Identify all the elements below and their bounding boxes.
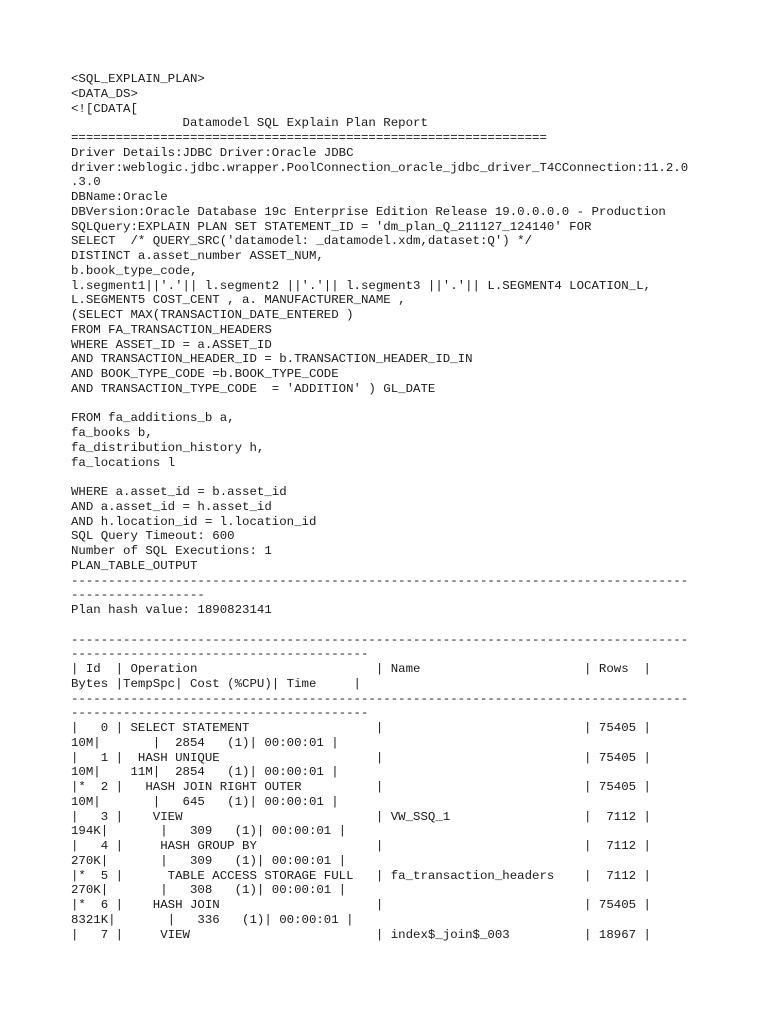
report-line: Plan hash value: 1890823141 (71, 603, 272, 617)
explain-plan-report (71, 72, 711, 942)
report-line: .3.0 (71, 175, 101, 190)
report-line: WHERE a.asset_id = b.asset_id (71, 485, 287, 499)
report-line: Datamodel SQL Explain Plan Report (71, 116, 428, 131)
report-line: L.SEGMENT5 COST_CENT , a. MANUFACTURER_NAME , (71, 293, 406, 308)
report-line: | 4 | HASH GROUP BY | | 7112 | (71, 839, 651, 853)
report-line: fa_books b, (71, 426, 153, 440)
report-line: Bytes |TempSpc| Cost (%CPU)| Time | (71, 676, 361, 691)
report-line: fa_distribution_history h, (71, 440, 265, 455)
report-line: ---------------------------------------- (71, 706, 369, 721)
report-line: ---------------------------------------- (71, 647, 369, 662)
report-line: SQLQuery:EXPLAIN PLAN SET STATEMENT_ID = 'dm_plan_Q_211127_124140' FOR (71, 219, 592, 234)
report-line: SELECT /* QUERY_SRC('datamodel: _datamodel.xdm,dataset:Q') */ (71, 234, 533, 249)
report-line: <![CDATA[ (71, 101, 138, 116)
report-line: ----------------------------------------------------------------------------------- (71, 632, 689, 647)
report-line: ------------------ (71, 588, 205, 603)
report-line: ----------------------------------------------------------------------------------- (71, 573, 689, 588)
report-line: AND TRANSACTION_HEADER_ID = b.TRANSACTION_HEADER_ID_IN (71, 352, 473, 367)
report-line: fa_locations l (71, 455, 176, 470)
report-line: | 7 | VIEW | index$_join$_003 | 18967 | (71, 927, 651, 942)
report-line (71, 397, 711, 412)
report-line: WHERE ASSET_ID = a.ASSET_ID (71, 337, 272, 352)
report-line: |* 5 | TABLE ACCESS STORAGE FULL | fa_transaction_headers | 7112 | (71, 868, 651, 883)
report-line: Driver Details:JDBC Driver:Oracle JDBC (71, 145, 354, 160)
report-line: 10M| | 2854 (1)| 00:00:01 | (71, 735, 339, 750)
report-line: | 3 | VIEW | VW_SSQ_1 | 7112 | (71, 809, 651, 824)
report-line: AND a.asset_id = h.asset_id (71, 499, 272, 514)
report-line: SQL Query Timeout: 600 (71, 529, 235, 544)
report-line: |* 2 | HASH JOIN RIGHT OUTER | | 75405 | (71, 780, 651, 794)
report-line: FROM FA_TRANSACTION_HEADERS (71, 322, 272, 337)
report-line: | 0 | SELECT STATEMENT | | 75405 | (71, 721, 651, 735)
report-line: ----------------------------------------------------------------------------------- (71, 691, 689, 706)
report-line: DBVersion:Oracle Database 19c Enterprise Edition Release 19.0.0.0.0 - Production (71, 204, 666, 219)
report-line: AND TRANSACTION_TYPE_CODE = 'ADDITION' ) GL_DATE (71, 381, 436, 396)
report-line: DISTINCT a.asset_number ASSET_NUM, (71, 249, 324, 263)
report-line: |* 6 | HASH JOIN | | 75405 | (71, 898, 651, 912)
report-line: b.book_type_code, (71, 263, 198, 278)
report-line: | 1 | HASH UNIQUE | | 75405 | (71, 750, 651, 765)
report-line (71, 618, 711, 633)
report-line (71, 470, 711, 485)
report-line: ================================================================ (71, 131, 547, 145)
report-line: driver:weblogic.jdbc.wrapper.PoolConnection_oracle_jdbc_driver_T4CConnection:11.2.0 (71, 160, 689, 175)
report-line: 8321K| | 336 (1)| 00:00:01 | (71, 912, 354, 927)
report-line: 270K| | 308 (1)| 00:00:01 | (71, 883, 347, 898)
report-line: PLAN_TABLE_OUTPUT (71, 558, 198, 573)
report-line: <SQL_EXPLAIN_PLAN> (71, 72, 205, 86)
report-line: (SELECT MAX(TRANSACTION_DATE_ENTERED ) (71, 308, 354, 322)
report-line: <DATA_DS> (71, 86, 138, 101)
report-line: Number of SQL Executions: 1 (71, 544, 272, 558)
report-line: FROM fa_additions_b a, (71, 411, 235, 426)
report-line: 10M| 11M| 2854 (1)| 00:00:01 | (71, 765, 339, 780)
report-line: l.segment1||'.'|| l.segment2 ||'.'|| l.segment3 ||'.'|| L.SEGMENT4 LOCATION_L, (71, 278, 651, 293)
report-line: 194K| | 309 (1)| 00:00:01 | (71, 824, 347, 839)
report-line: DBName:Oracle (71, 190, 168, 204)
report-line: AND h.location_id = l.location_id (71, 514, 317, 529)
report-line: AND BOOK_TYPE_CODE =b.BOOK_TYPE_CODE (71, 367, 339, 381)
report-line: 270K| | 309 (1)| 00:00:01 | (71, 853, 347, 868)
report-line: 10M| | 645 (1)| 00:00:01 | (71, 794, 339, 809)
report-line: | Id | Operation | Name | Rows | (71, 662, 651, 676)
